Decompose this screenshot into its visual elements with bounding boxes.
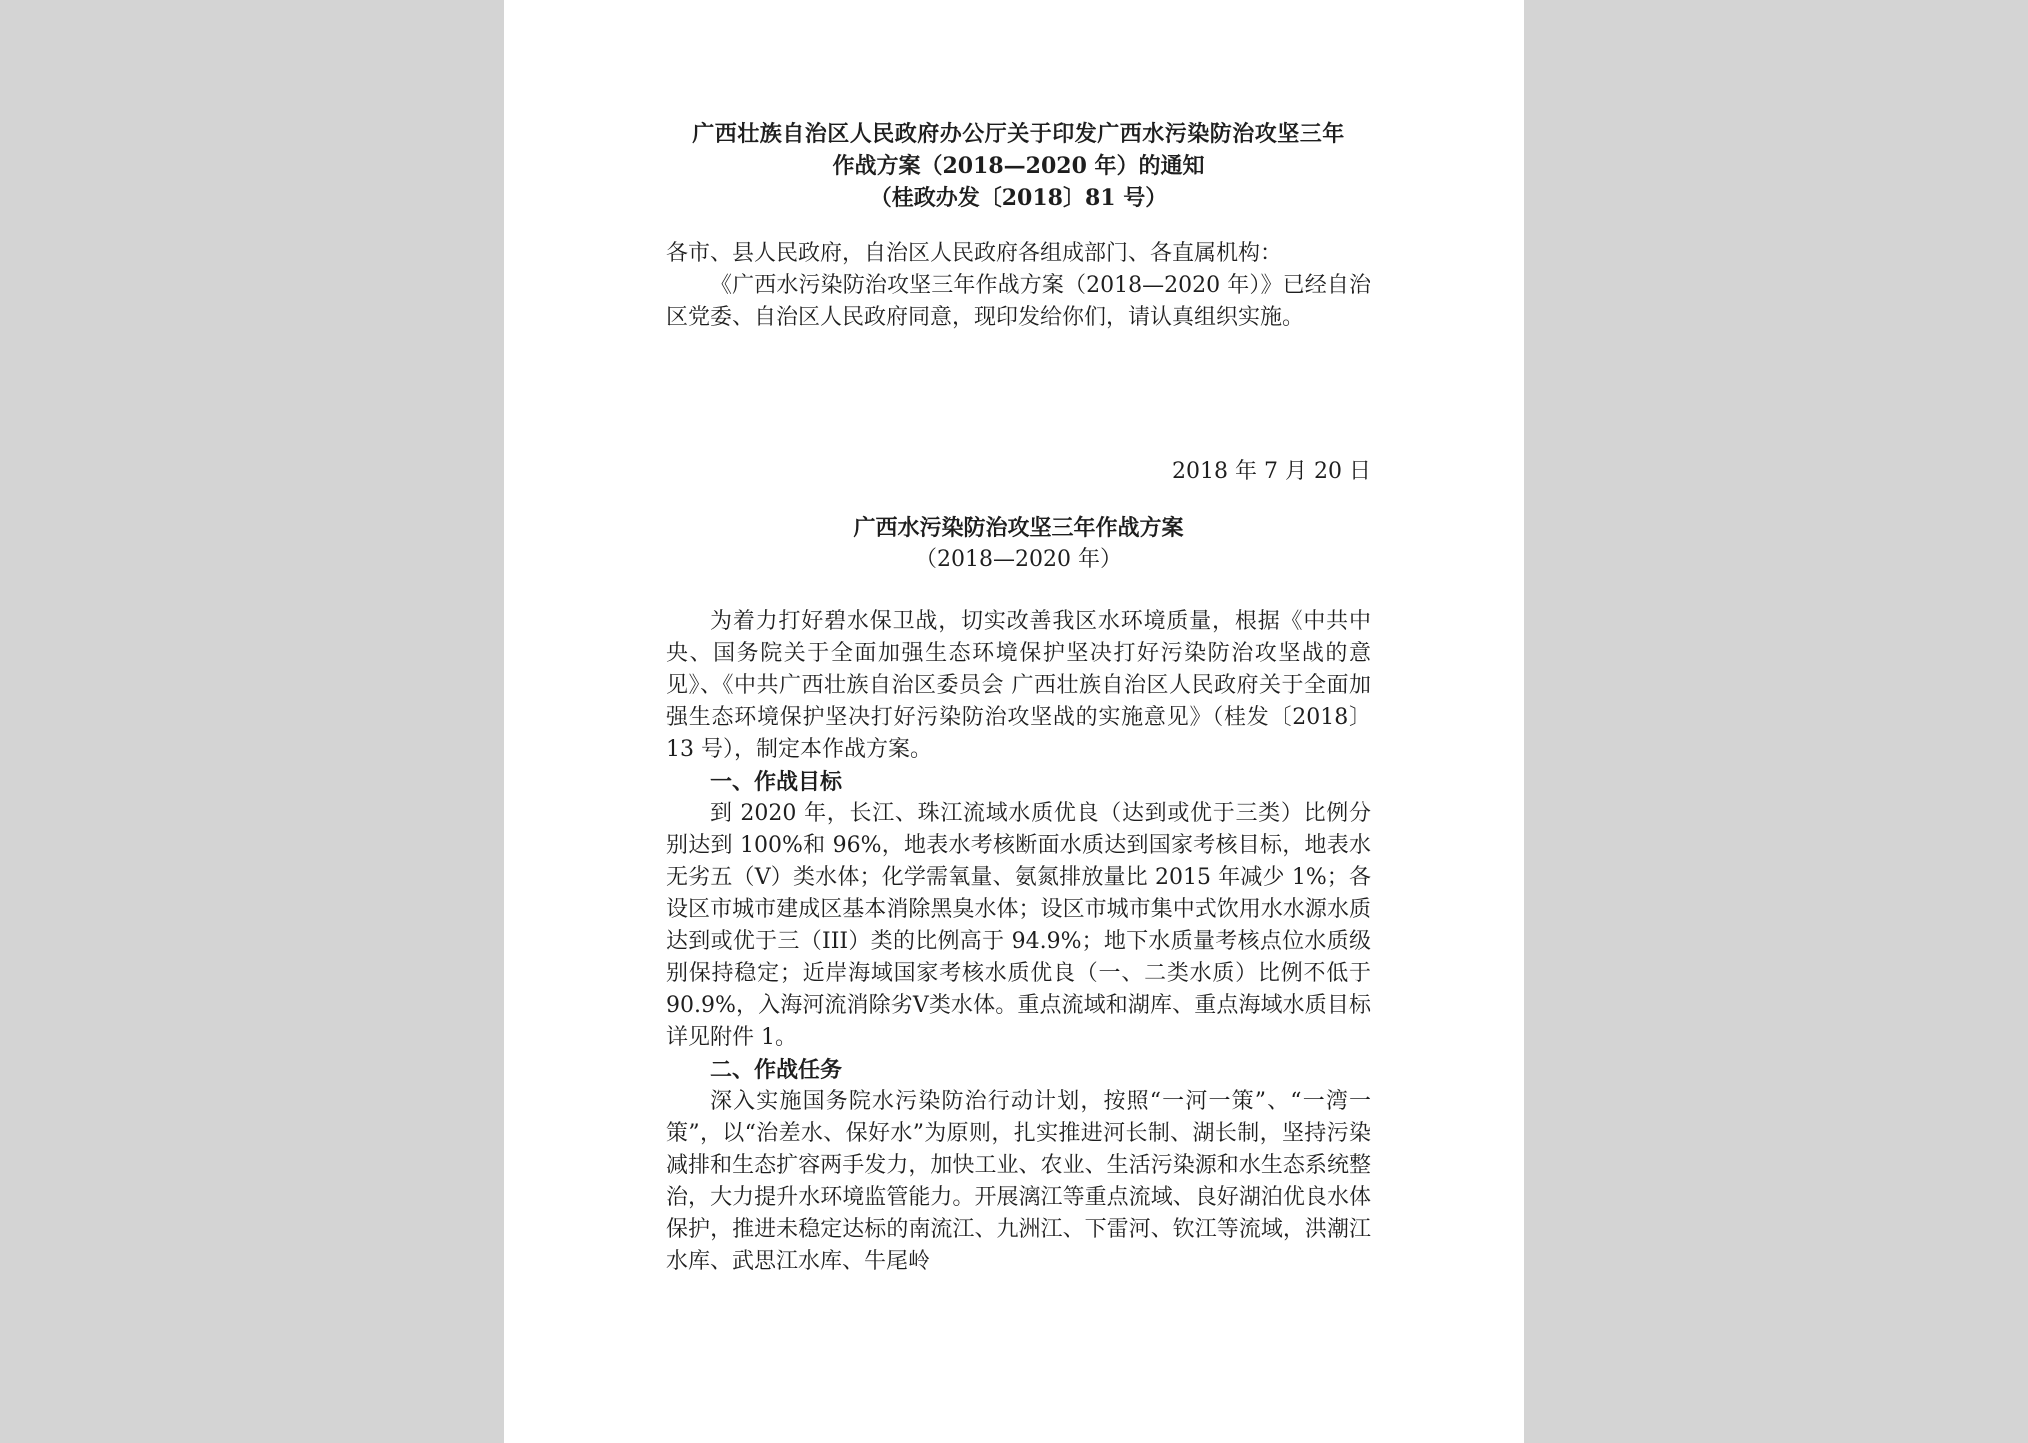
section1-heading: 一、作战目标 — [710, 769, 843, 795]
section1-body: 到 2020 年，长江、珠江流域水质优良（达到或优于三类）比例分别达到 100%和 96%，地表水考核断面水质达到国家考核目标，地表水无劣五（V）类水体；化学需氧量、氨氮排放量比 2015 年减少 1%；各设区市城市建成区基本消除黑臭水体；设区市城市集中式饮用水水源水质达到或优于三（III）类的比例高于 94.9%；地下水质量考核点位水质级别保持稳定；近岸海域国家考核水质优良（一、二类水质）比例不低于 90.9%，入海河流消除劣Ⅴ类水体。重点流域和湖库、重点海域水质目标详见附件 1。 — [666, 801, 1371, 1050]
notice-salutation: 各市、县人民政府，自治区人民政府各组成部门、各直属机构： — [666, 241, 1283, 266]
document-page — [504, 0, 1524, 1443]
plan-title: 广西水污染防治攻坚三年作战方案 — [853, 515, 1184, 541]
plan-years: （2018—2020 年） — [915, 547, 1122, 572]
notice-body: 《广西水污染防治攻坚三年作战方案（2018—2020 年）》已经自治区党委、自治区人民政府同意，现印发给你们，请认真组织实施。 — [666, 273, 1371, 330]
notice-title-line2: 作战方案（2018—2020 年）的通知 — [832, 153, 1205, 179]
section2-heading: 二、作战任务 — [710, 1057, 843, 1083]
notice-doc-number: （桂政办发〔2018〕81 号） — [869, 185, 1168, 211]
section2-body: 深入实施国务院水污染防治行动计划，按照“一河一策”、“一湾一策”，以“治差水、保好水”为原则，扎实推进河长制、湖长制，坚持污染减排和生态扩容两手发力，加快工业、农业、生活污染源和水生态系统整治，大力提升水环境监管能力。开展漓江等重点流域、良好湖泊优良水体保护，推进未稳定达标的南流江、九洲江、下雷河、钦江等流域，洪潮江水库、武思江水库、牛尾岭 — [666, 1089, 1371, 1274]
plan-intro: 为着力打好碧水保卫战，切实改善我区水环境质量，根据《中共中央、国务院关于全面加强生态环境保护坚决打好污染防治攻坚战的意见》、《中共广西壮族自治区委员会 广西壮族自治区人民政府关于全面加强生态环境保护坚决打好污染防治攻坚战的实施意见》（桂发〔2018〕13 号），制定本作战方案。 — [666, 609, 1371, 762]
notice-date: 2018 年 7 月 20 日 — [1172, 459, 1371, 484]
document-content — [666, 118, 1371, 1278]
notice-title-line1: 广西壮族自治区人民政府办公厅关于印发广西水污染防治攻坚三年 — [692, 121, 1345, 147]
